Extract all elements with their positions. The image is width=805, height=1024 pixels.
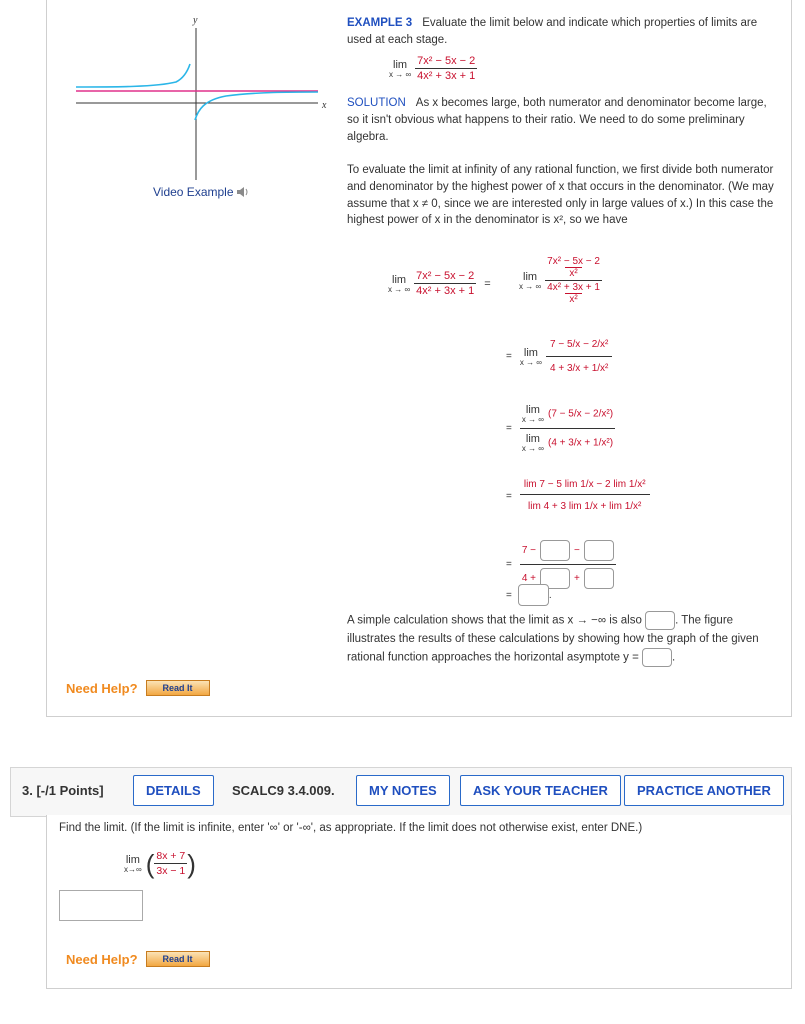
need-help-label: Need Help?	[66, 680, 138, 696]
lim-sub: x → ∞	[519, 281, 542, 291]
blank-neg-inf[interactable]	[645, 611, 675, 630]
equals-sign: =	[506, 491, 512, 502]
question-prompt: Find the limit. (If the limit is infinite, enter '∞' or '-∞', as appropriate. If the limit does not otherwise exist, enter DNE.)	[59, 822, 643, 834]
lim-sub: x → ∞	[519, 357, 542, 367]
example-intro	[347, 15, 777, 49]
lim-label: lim	[525, 433, 540, 445]
closing-text-2: . The figure illustrates the results of these calculations by showing how the graph of the given rational function approaches the horizontal asymptote y =	[347, 614, 759, 664]
equals-sign: =	[506, 589, 512, 601]
answer-input[interactable]	[59, 890, 143, 921]
equals-sign: =	[506, 351, 512, 362]
example-title: EXAMPLE 3	[347, 17, 413, 29]
question-points: 3. [-/1 Points]	[22, 783, 104, 798]
speaker-icon	[236, 186, 250, 198]
read-it-button[interactable]: Read It	[146, 680, 210, 696]
example-graph	[76, 12, 332, 180]
step3-num-expr: 7 − 5/x − 2/x²	[551, 408, 610, 420]
step3-num: lim x → ∞ (7 − 5/x − 2/x²)	[520, 400, 615, 429]
lim-sub: x→∞	[124, 864, 142, 874]
step3-den-expr: 4 + 3/x + 1/x²	[551, 437, 610, 449]
blank-2[interactable]	[584, 540, 614, 561]
step1-left	[388, 270, 499, 297]
video-example-label[interactable]: Video Example	[153, 185, 234, 199]
details-button[interactable]: DETAILS	[133, 775, 214, 806]
my-notes-button[interactable]: MY NOTES	[356, 775, 450, 806]
step5-num-lead: 7 −	[521, 545, 537, 556]
question-denominator: 3x − 1	[156, 865, 186, 877]
initial-limit	[389, 55, 477, 82]
question-code: SCALC9 3.4.009.	[232, 783, 335, 798]
step6	[506, 584, 552, 606]
y-axis-label: y	[193, 15, 198, 26]
video-example-link[interactable]	[153, 185, 250, 199]
expr-numerator: 7x² − 5x − 2	[417, 55, 476, 67]
lim-sub: x → ∞	[389, 69, 412, 79]
question-numerator: 8x + 7	[156, 850, 186, 862]
step1-den-div: x²	[565, 293, 581, 305]
blank-final[interactable]	[518, 584, 549, 606]
need-help-row-1	[66, 680, 210, 696]
step1-num-div: x²	[565, 267, 581, 279]
ask-teacher-button[interactable]: ASK YOUR TEACHER	[460, 775, 621, 806]
step4-den: lim 4 + 3 lim 1/x + lim 1/x²	[528, 501, 642, 512]
equals-sign: =	[484, 277, 491, 290]
period: .	[672, 651, 676, 664]
solution-text: As x becomes large, both numerator and denominator become large, so it isn't obvious what happens to their ratio. We need to do some preliminary algebra.	[347, 97, 767, 143]
question-limit	[124, 850, 196, 877]
lim-label: lim	[393, 58, 408, 71]
lim-label: lim	[523, 346, 538, 359]
example-intro-text: Evaluate the limit below and indicate which properties of limits are used at each stage.	[347, 17, 758, 46]
blank-1[interactable]	[540, 540, 570, 561]
function-curve-right	[195, 92, 318, 120]
lim-sub: x → ∞	[521, 415, 544, 424]
step1-left-den: 4x² + 3x + 1	[416, 285, 475, 297]
step1-left-num: 7x² − 5x − 2	[416, 270, 475, 282]
function-curve-left	[76, 64, 190, 87]
lim-label: lim	[392, 273, 407, 286]
practice-another-button[interactable]: PRACTICE ANOTHER	[624, 775, 784, 806]
step1-num-top: 7x² − 5x − 2	[547, 256, 600, 267]
need-help-label: Need Help?	[66, 951, 138, 967]
lim-label: lim	[125, 853, 140, 866]
step5-minus: −	[574, 545, 580, 556]
step3	[506, 400, 615, 457]
step3-den: lim x → ∞ (4 + 3/x + 1/x²)	[521, 433, 614, 453]
equals-sign: =	[506, 423, 512, 434]
step4	[506, 475, 650, 518]
step1-right	[519, 256, 602, 305]
equals-sign: =	[506, 559, 512, 570]
solution-paragraph	[347, 95, 777, 145]
step5-den-lead: 4 +	[521, 573, 537, 584]
expr-denominator: 4x² + 3x + 1	[417, 70, 476, 82]
closing-text-1: A simple calculation shows that the limit as x → −∞ is also	[347, 614, 642, 627]
paragraph-2: To evaluate the limit at infinity of any rational function, we first divide both numerator and denominator by the highest power of x that occurs in the denominator. (We may assume that x ≠ 0, since we are interested only in large values of x.) In this case the highest power of x in the denominator is x², so we have	[347, 164, 774, 227]
paren-left: (	[145, 848, 155, 879]
step5-plus: +	[574, 573, 580, 584]
step4-num: lim 7 − 5 lim 1/x − 2 lim 1/x²	[520, 475, 650, 495]
lim-label: lim	[525, 404, 540, 416]
lim-label: lim	[523, 270, 538, 283]
step2-den: 4 + 3/x + 1/x²	[550, 363, 609, 374]
period: .	[548, 589, 552, 601]
lim-sub: x → ∞	[388, 284, 411, 294]
paren-right: )	[187, 848, 196, 879]
blank-4[interactable]	[584, 568, 614, 589]
lim-sub: x → ∞	[521, 444, 544, 453]
step2	[506, 333, 612, 380]
closing-paragraph	[347, 611, 777, 667]
need-help-row-2	[66, 951, 210, 967]
solution-label: SOLUTION	[347, 97, 406, 109]
blank-asymptote[interactable]	[642, 648, 672, 667]
read-it-button[interactable]: Read It	[146, 951, 210, 967]
step1-den-top: 4x² + 3x + 1	[547, 282, 600, 293]
step2-num: 7 − 5/x − 2/x²	[546, 333, 612, 357]
x-axis-label: x	[322, 100, 327, 111]
